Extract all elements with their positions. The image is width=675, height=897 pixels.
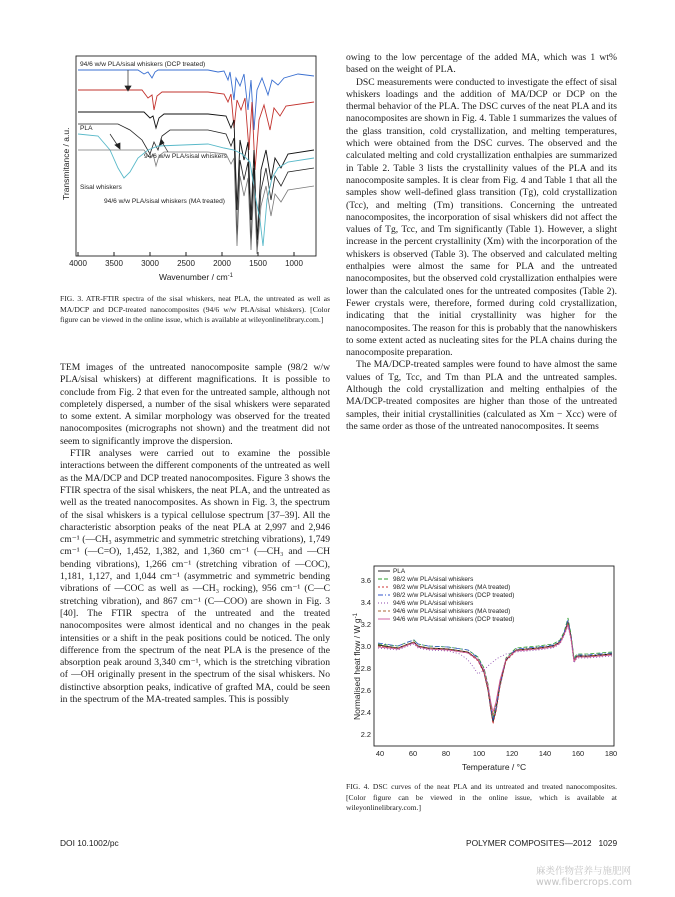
fig4-xtick: 180: [604, 749, 618, 758]
fig4-ytick: 2.2: [360, 730, 371, 739]
fig4-curve-pla: [378, 622, 612, 722]
fig4-curve-98-2: [378, 618, 612, 718]
fig3-ylabel: Transmitance / a.u.: [61, 127, 71, 200]
fig3-label-dcp: 94/6 w/w PLA/sisal whiskers (DCP treated): [80, 61, 206, 68]
fig4-curve-94-6-ma: [378, 623, 612, 716]
fig4-ytick: 2.4: [360, 708, 371, 717]
fig4-xtick: 80: [441, 749, 451, 758]
fig4-xtick: 40: [375, 749, 385, 758]
fig3-xticks: [69, 252, 303, 268]
paragraph: FTIR analyses were carried out to examine the possible interactions between the different components of the untreated as well as the MA/DCP and DCP treated nanocomposites. Figure 3 shows the FTIR spectra of the sisal whiskers, the neat PLA, and the untreated as well as the treated nanocomposites. As shown in Fig. 3, the spectrum of the sisal whiskers is a typical cellulose spectrum [37–39]. All the characteristic absorption peaks of the neat PLA at 2,997 and 2,946 cm⁻¹ (—CH₃ asymmetric and symmetric stretching vibrations), 1,749 cm⁻¹ (—C=O), 1,452, 1,382, and 1,360 cm⁻¹ (—CH₃ and —CH bending vibrations), 1,266 cm⁻¹ (stretching vibration of —COC), 1,181, 1,127, and 1,044 cm⁻¹ (asymmetric and symmetric bending vibrations of —COC as well as —CH₃ rocking), 956 cm⁻¹ (C—C stretching vibration), and 867 cm⁻¹ (C—COO) are shown in Fig. 3 [40]. The FTIR spectra of the untreated and the treated nanocomposites were almost identical and no changes in the peak intensities or a shift in the peak positions could be noticed. The only difference from the spectrum of the neat PLA is the presence of the absorption peak around 3,340 cm⁻¹, which is the stretching vibration of —OH originally present in the spectrum of the sisal whiskers. No distinctive absorption peaks, indicative of grafted MA, could be seen in the spectrum of the MA-treated samples. This is possibly: [60, 448, 330, 706]
fig3-label-pla: PLA: [80, 125, 93, 132]
figure-4-dsc: [348, 560, 620, 774]
watermark: [536, 866, 632, 888]
fig4-xtick: 140: [538, 749, 552, 758]
watermark-line: www.fibercrops.com: [536, 877, 633, 888]
fig4-curve-94-6-dcp: [378, 625, 612, 712]
fig3-label-untreated: 94/6 w/w PLA/sisal whiskers: [144, 153, 227, 160]
fig3-xtick: 2500: [177, 259, 195, 268]
fig4-ytick: 2.6: [360, 686, 371, 695]
fig4-ylabel: Normalised heat flow / W $g^{-1}$: [352, 613, 362, 720]
fig3-curve-pla: [78, 112, 314, 240]
left-column: [60, 362, 330, 706]
fig3-arrows: [110, 70, 168, 152]
paragraph: The MA/DCP-treated samples were found to have almost the same values of Tg, Tcc, and Tm than PLA and the untreated samples. Although the cold crystallization and melting enthalpies of the MA/DCP-treated composites are higher than those of the untreated samples, their initial crystallinities (calculated as Xm − Xcc) were of the same order as those of the untreated nanocomposites. It seems: [346, 359, 617, 432]
fig4-xtick: 160: [571, 749, 585, 758]
fig3-xtick: 1000: [285, 259, 303, 268]
fig4-legend-item: 98/2 w/w PLA/sisal whiskers (MA treated): [393, 584, 511, 591]
fig3-label-ma: 94/6 w/w PLA/sisal whiskers (MA treated): [104, 198, 225, 205]
fig4-legend-item: 94/6 w/w PLA/sisal whiskers (DCP treated): [393, 616, 515, 623]
fig4-ytick: 3.6: [360, 576, 371, 585]
paragraph: TEM images of the untreated nanocomposite sample (98/2 w/w PLA/sisal whiskers) at different magnifications. It is possible to conclude from Fig. 2 that even for the untreated sample, although not completely dispersed, a number of the sisal whiskers were separated to some extent. A similar morphology was observed for the treated nanocomposites (micrographs not shown) and the treatment did not seem to significantly improve the dispersion.: [60, 362, 330, 447]
fig4-legend-item: 94/6 w/w PLA/sisal whiskers: [393, 600, 474, 607]
fig4-xtick: 60: [408, 749, 418, 758]
fig4-ytick: 2.8: [360, 664, 371, 673]
fig4-legend-item: 98/2 w/w PLA/sisal whiskers (DCP treated): [393, 592, 515, 599]
fig4-curve-94-6: [378, 626, 612, 674]
fig4-xlabel: Temperature / °C: [461, 762, 527, 772]
fig3-curve-dcp: [78, 70, 314, 130]
fig4-ytick: 3.0: [360, 642, 371, 651]
fig3-label-sisal: Sisal whiskers: [80, 184, 122, 191]
paragraph: DSC measurements were conducted to investigate the effect of sisal whiskers loadings and the addition of MA/DCP or DCP on the thermal behavior of the PLA. The DSC curves of the neat PLA and its nanocomposites are shown in Fig. 4. Table 1 summarizes the values of the glass transition, cold crystallization, and melting temperatures, which were obtained from the DSC curves. The observed and the calculated melting and cold crystallization enthalpies are summarized in Table 2. Table 3 lists the crystallinity values of the PLA and its nanocomposite samples. It is clear from Fig. 4 and Table 1 that all the samples show well-defined glass transition (Tg), cold crystallization (Tcc), and melting (Tm) transitions. Concerning the untreated nanocomposites, the incorporation of sisal whiskers did not affect the values of Tg, Tcc, and Tm significantly (Table 1). However, a slight increase in the percent crystallinity (Xm) with the incorporation of the whiskers is observed (Table 3). The observed and calculated melting enthalpies were almost the same for PLA and the untreated nanocomposites, but the observed cold crystallization enthalpies were lower than the calculated ones for the untreated composites (Table 2). Fewer crystals were, therefore, formed during cold crystallization, indicating that the initial crystallinity was higher for the nanocomposites. The reason for this is probably that the nanowhiskers to some extent acted as nucleating sites for the PLA chains during the nanocomposite preparation.: [346, 76, 617, 359]
fig4-legend-item: PLA: [393, 568, 406, 575]
paragraph: owing to the low percentage of the added MA, which was 1 wt% based on the weight of PLA.: [346, 52, 617, 76]
fig4-xtick: 100: [472, 749, 486, 758]
fig3-xtick: 1500: [249, 259, 267, 268]
fig3-xtick: 4000: [69, 259, 87, 268]
fig4-ytick: 3.2: [360, 620, 371, 629]
watermark-line: 麻类作物营养与施肥网: [536, 866, 632, 877]
fig3-xtick: 3000: [141, 259, 159, 268]
right-column: [346, 52, 617, 433]
fig4-legend-item: 98/2 w/w PLA/sisal whiskers: [393, 576, 474, 583]
figure-3-caption: FIG. 3. ATR-FTIR spectra of the sisal whiskers, neat PLA, the untreated as well as MA/DCP and DCP-treated nanocomposites (94/6 w/w PLA/sisal whiskers). [Color figure can be viewed in the online issue, which is available at wileyonlinelibrary.com.]: [60, 294, 330, 325]
fig4-legend-item: 94/6 w/w PLA/sisal whiskers (MA treated): [393, 608, 511, 615]
fig4-legend: [378, 568, 514, 623]
fig4-xtick: 120: [505, 749, 519, 758]
fig3-xlabel: Wavenumber / $cm^{-1}$: [159, 272, 233, 282]
figure-3-ftir: [58, 50, 330, 286]
fig3-xtick: 2000: [213, 259, 231, 268]
fig4-yticks: [361, 576, 371, 739]
figure-4-caption: FIG. 4. DSC curves of the neat PLA and its untreated and treated nanocomposites. [Color figure can be viewed in the online issue, which is available at wileyonlinelibrary.com.]: [346, 782, 617, 813]
fig4-xticks: [376, 749, 617, 758]
fig4-ytick: 3.4: [360, 598, 371, 607]
footer-journal: POLYMER COMPOSITES—2012 1029: [466, 838, 618, 848]
fig3-xtick: 3500: [105, 259, 123, 268]
footer-doi: DOI 10.1002/pc: [60, 838, 119, 848]
